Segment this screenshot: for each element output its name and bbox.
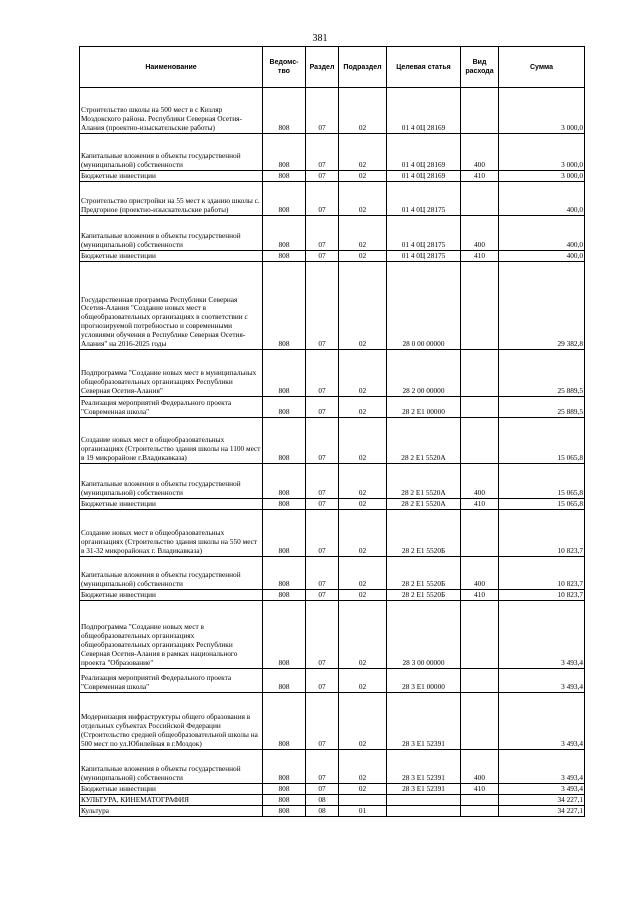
cell-section: 07: [306, 397, 339, 418]
cell-expense-type: 400: [461, 216, 499, 251]
cell-name: Бюджетные инвестиции: [80, 784, 263, 795]
table-row: [80, 464, 585, 499]
cell-target: 28 3 E1 00000: [387, 669, 461, 693]
cell-amount: 29 382,8: [499, 262, 585, 350]
cell-department: 808: [263, 510, 306, 557]
cell-name: Реализация мероприятий Федерального проекта "Современная школа": [80, 397, 263, 418]
cell-expense-type: [461, 418, 499, 464]
cell-section: 07: [306, 499, 339, 510]
cell-amount: 400,0: [499, 251, 585, 262]
cell-department: 808: [263, 216, 306, 251]
cell-subsection: 02: [339, 88, 387, 134]
cell-target: 28 3 E1 52391: [387, 693, 461, 750]
cell-amount: 15 065,8: [499, 499, 585, 510]
cell-target: 01 4 0Ц 28169: [387, 88, 461, 134]
col-header-department: Ведомс-тво: [263, 47, 306, 88]
cell-amount: 25 889,5: [499, 397, 585, 418]
cell-department: 808: [263, 784, 306, 795]
cell-target: 01 4 0Ц 28169: [387, 171, 461, 182]
cell-name: Создание новых мест в общеобразовательных организациях (Строительство здания школы на 550 мест в 31-32 микрорайонах г. Владикавказа): [80, 510, 263, 557]
table-row: [80, 750, 585, 784]
table-row: [80, 216, 585, 251]
cell-expense-type: [461, 693, 499, 750]
cell-subsection: 02: [339, 750, 387, 784]
cell-section: 07: [306, 251, 339, 262]
budget-table: [79, 46, 585, 817]
cell-expense-type: 410: [461, 171, 499, 182]
cell-target: 28 0 00 00000: [387, 262, 461, 350]
cell-expense-type: 400: [461, 750, 499, 784]
cell-section: 08: [306, 806, 339, 817]
cell-target: 28 2 E1 5520А: [387, 464, 461, 499]
cell-subsection: 02: [339, 499, 387, 510]
table-row: [80, 350, 585, 397]
cell-expense-type: 400: [461, 134, 499, 171]
cell-subsection: 02: [339, 251, 387, 262]
table-row: [80, 88, 585, 134]
cell-name: КУЛЬТУРА, КИНЕМАТОГРАФИЯ: [80, 795, 263, 806]
cell-amount: 15 065,8: [499, 418, 585, 464]
cell-name: Капитальные вложения в объекты государственной (муниципальной) собственности: [80, 557, 263, 590]
cell-target: 28 3 00 00000: [387, 601, 461, 669]
cell-target: 28 2 00 00000: [387, 350, 461, 397]
cell-name: Бюджетные инвестиции: [80, 590, 263, 601]
cell-subsection: 02: [339, 134, 387, 171]
cell-subsection: 02: [339, 669, 387, 693]
cell-department: 808: [263, 590, 306, 601]
table-row: [80, 669, 585, 693]
cell-name: Бюджетные инвестиции: [80, 499, 263, 510]
cell-expense-type: 410: [461, 499, 499, 510]
cell-subsection: 02: [339, 397, 387, 418]
table-header: [80, 47, 585, 88]
cell-target: 28 2 E1 00000: [387, 397, 461, 418]
cell-expense-type: 410: [461, 784, 499, 795]
cell-department: 808: [263, 88, 306, 134]
cell-target: 01 4 0Ц 28169: [387, 134, 461, 171]
cell-department: 808: [263, 251, 306, 262]
cell-amount: 10 823,7: [499, 557, 585, 590]
cell-department: 808: [263, 182, 306, 216]
cell-amount: 3 000,0: [499, 134, 585, 171]
cell-name: Строительство школы на 500 мест в с Кизляр Моздокского района. Республики Северная Осетия-Алания (проектно-изыскательские работы): [80, 88, 263, 134]
cell-subsection: 02: [339, 601, 387, 669]
cell-name: Государственная программа Республики Северная Осетия-Алания "Создание новых мест в общеобразовательных организациях в соответствии с прогнозируемой потребностью и современными условиями обучения в Республике Северная Осетия-Алания" на 2016-2025 годы: [80, 262, 263, 350]
cell-amount: 3 493,4: [499, 669, 585, 693]
cell-target: 01 4 0Ц 28175: [387, 251, 461, 262]
cell-section: 07: [306, 88, 339, 134]
table-row: [80, 171, 585, 182]
cell-expense-type: 400: [461, 464, 499, 499]
cell-department: 808: [263, 397, 306, 418]
table-row: [80, 795, 585, 806]
cell-amount: 10 823,7: [499, 590, 585, 601]
cell-name: Подпрограмма "Создание новых мест в муниципальных общеобразовательных организациях Республики Северная Осетия-Алания": [80, 350, 263, 397]
cell-name: Капитальные вложения в объекты государственной (муниципальной) собственности: [80, 134, 263, 171]
cell-expense-type: [461, 601, 499, 669]
cell-department: 808: [263, 499, 306, 510]
cell-section: 07: [306, 784, 339, 795]
col-header-name: Наименование: [80, 47, 263, 88]
cell-section: 07: [306, 350, 339, 397]
table-row: [80, 134, 585, 171]
cell-expense-type: 400: [461, 557, 499, 590]
cell-department: 808: [263, 795, 306, 806]
cell-department: 808: [263, 134, 306, 171]
cell-expense-type: [461, 88, 499, 134]
table-row: [80, 510, 585, 557]
cell-section: 07: [306, 418, 339, 464]
cell-section: 07: [306, 182, 339, 216]
cell-subsection: 02: [339, 464, 387, 499]
cell-department: 808: [263, 262, 306, 350]
cell-expense-type: [461, 262, 499, 350]
cell-expense-type: [461, 182, 499, 216]
cell-amount: 3 000,0: [499, 88, 585, 134]
cell-target: 28 2 E1 5520А: [387, 499, 461, 510]
cell-amount: 3 493,4: [499, 693, 585, 750]
cell-expense-type: [461, 669, 499, 693]
table-row: [80, 693, 585, 750]
cell-expense-type: [461, 510, 499, 557]
cell-expense-type: [461, 806, 499, 817]
col-header-amount: Сумма: [499, 47, 585, 88]
cell-name: Создание новых мест в общеобразовательных организациях (Строительство здания школы на 1100 мест в 19 микрорайоне г.Владикавказа): [80, 418, 263, 464]
cell-name: Бюджетные инвестиции: [80, 171, 263, 182]
table-row: [80, 262, 585, 350]
cell-name: Реализация мероприятий Федерального проекта "Современная школа": [80, 669, 263, 693]
cell-amount: 3 493,4: [499, 750, 585, 784]
cell-subsection: 02: [339, 784, 387, 795]
cell-section: 07: [306, 464, 339, 499]
cell-amount: 400,0: [499, 216, 585, 251]
cell-section: 07: [306, 750, 339, 784]
cell-name: Капитальные вложения в объекты государственной (муниципальной) собственности: [80, 464, 263, 499]
table-row: [80, 182, 585, 216]
cell-target: 01 4 0Ц 28175: [387, 182, 461, 216]
cell-amount: 3 493,4: [499, 784, 585, 795]
cell-subsection: 01: [339, 806, 387, 817]
cell-name: Капитальные вложения в объекты государственной (муниципальной) собственности: [80, 216, 263, 251]
table-row: [80, 251, 585, 262]
cell-target: [387, 806, 461, 817]
cell-subsection: 02: [339, 262, 387, 350]
cell-subsection: 02: [339, 693, 387, 750]
cell-subsection: 02: [339, 418, 387, 464]
cell-target: 28 2 E1 5520А: [387, 418, 461, 464]
cell-amount: 25 889,5: [499, 350, 585, 397]
cell-amount: 15 065,8: [499, 464, 585, 499]
col-header-target: Целевая статья: [387, 47, 461, 88]
table-row: [80, 601, 585, 669]
cell-amount: 34 227,1: [499, 806, 585, 817]
cell-amount: 3 000,0: [499, 171, 585, 182]
cell-department: 808: [263, 601, 306, 669]
cell-department: 808: [263, 750, 306, 784]
cell-section: 07: [306, 216, 339, 251]
cell-name: Культура: [80, 806, 263, 817]
cell-subsection: [339, 795, 387, 806]
cell-expense-type: [461, 397, 499, 418]
cell-target: 28 3 E1 52391: [387, 750, 461, 784]
cell-name: Строительство пристройки на 55 мест к зданию школы с. Предгорное (проектно-изыскательские работы): [80, 182, 263, 216]
page-number: 381: [312, 33, 328, 44]
table-row: [80, 784, 585, 795]
cell-amount: 34 227,1: [499, 795, 585, 806]
cell-amount: 10 823,7: [499, 510, 585, 557]
cell-subsection: 02: [339, 350, 387, 397]
cell-section: 07: [306, 669, 339, 693]
cell-name: Подпрограмма "Создание новых мест в общеобразовательных организациях общеобразовательных организациях Республики Северная Осетия-Алания в рамках национального проекта "Образование": [80, 601, 263, 669]
cell-amount: 3 493,4: [499, 601, 585, 669]
col-header-subsection: Подраздел: [339, 47, 387, 88]
cell-department: 808: [263, 464, 306, 499]
cell-section: 07: [306, 601, 339, 669]
cell-expense-type: 410: [461, 590, 499, 601]
cell-subsection: 02: [339, 216, 387, 251]
cell-target: 28 2 E1 5520Б: [387, 510, 461, 557]
cell-name: Модернизация инфраструктуры общего образования в отдельных субъектах Российской Федерации (Строительство средней общеобразовательной школы на 500 мест по ул.Юбилейная в г.Моздок): [80, 693, 263, 750]
col-header-section: Раздел: [306, 47, 339, 88]
cell-target: [387, 795, 461, 806]
cell-target: 28 3 E1 52391: [387, 784, 461, 795]
cell-department: 808: [263, 693, 306, 750]
cell-section: 07: [306, 557, 339, 590]
table-body: [80, 88, 585, 817]
cell-section: 07: [306, 693, 339, 750]
cell-target: 28 2 E1 5520Б: [387, 557, 461, 590]
cell-section: 07: [306, 134, 339, 171]
table-row: [80, 557, 585, 590]
cell-expense-type: 410: [461, 251, 499, 262]
cell-department: 808: [263, 350, 306, 397]
cell-subsection: 02: [339, 557, 387, 590]
cell-section: 07: [306, 510, 339, 557]
cell-target: 01 4 0Ц 28175: [387, 216, 461, 251]
cell-section: 07: [306, 171, 339, 182]
cell-department: 808: [263, 418, 306, 464]
cell-subsection: 02: [339, 510, 387, 557]
table-row: [80, 806, 585, 817]
cell-department: 808: [263, 669, 306, 693]
cell-section: 07: [306, 590, 339, 601]
cell-subsection: 02: [339, 590, 387, 601]
table-row: [80, 418, 585, 464]
cell-name: Бюджетные инвестиции: [80, 251, 263, 262]
table-row: [80, 590, 585, 601]
table-row: [80, 397, 585, 418]
cell-name: Капитальные вложения в объекты государственной (муниципальной) собственности: [80, 750, 263, 784]
cell-target: 28 2 E1 5520Б: [387, 590, 461, 601]
cell-subsection: 02: [339, 171, 387, 182]
cell-amount: 400,0: [499, 182, 585, 216]
cell-department: 808: [263, 557, 306, 590]
cell-section: 08: [306, 795, 339, 806]
cell-expense-type: [461, 350, 499, 397]
col-header-expense-type: Вид расхода: [461, 47, 499, 88]
cell-expense-type: [461, 795, 499, 806]
cell-department: 808: [263, 806, 306, 817]
cell-subsection: 02: [339, 182, 387, 216]
cell-section: 07: [306, 262, 339, 350]
cell-department: 808: [263, 171, 306, 182]
table-row: [80, 499, 585, 510]
